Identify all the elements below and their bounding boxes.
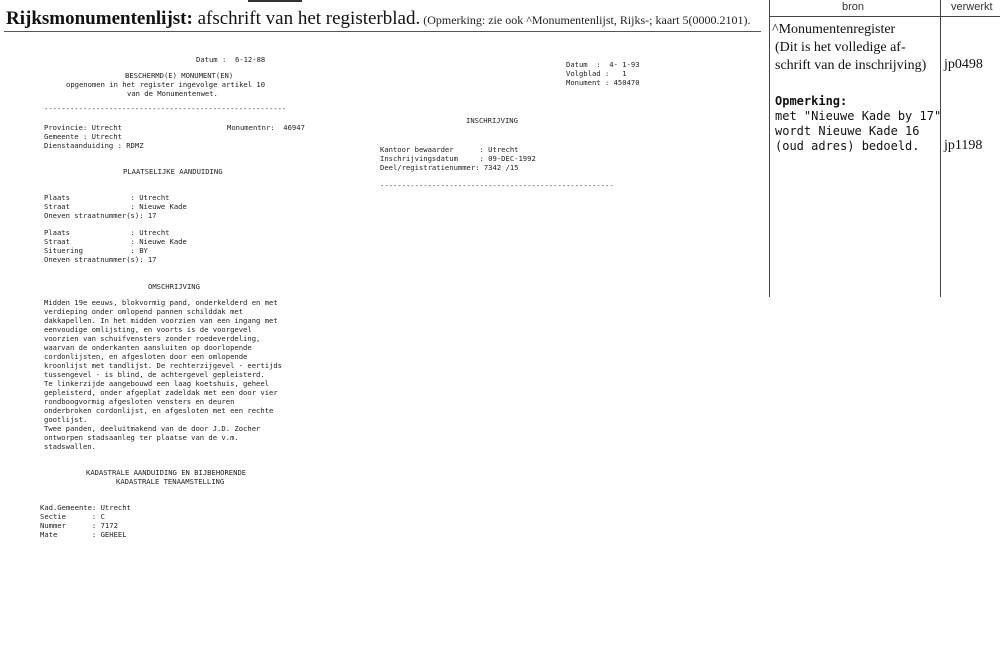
address-line: Situering : BY	[44, 246, 148, 255]
omschrijving-line: eenvoudige omlijsting, en voorts is de voorgevel	[44, 325, 252, 334]
omschrijving-line: kroonlijst met tandlijst. De rechterzijgevel - eertijds	[44, 361, 282, 370]
address-line: Oneven straatnummer(s): 17	[44, 255, 157, 264]
omschrijving-line: waarvan de onderkanten aansluiten op doorlopende	[44, 343, 252, 352]
omschrijving-line: ontworpen stadsaanleg ter plaatse van de v.m.	[44, 433, 239, 442]
dienstaanduiding: Dienstaanduiding : RDMZ	[44, 141, 144, 150]
title-main: Rijksmonumentenlijst:	[6, 8, 193, 29]
address-line: Plaats : Utrecht	[44, 193, 170, 202]
volgblad: Volgblad : 1	[566, 69, 627, 78]
verwerkt-entry-2: jp1198	[944, 138, 983, 153]
address-line: Straat : Nieuwe Kade	[44, 237, 187, 246]
address-line: Oneven straatnummer(s): 17	[44, 211, 157, 220]
register-heading-line-2: opgenomen in het register ingevolge artikel 10	[66, 80, 266, 89]
monument-number: Monument : 450470	[566, 78, 640, 87]
kadastrale-heading-line-2: KADASTRALE TENAAMSTELLING	[116, 477, 225, 486]
omschrijving-line: voorzien van schuifvensters zonder roedeverdeling,	[44, 334, 261, 343]
address-line: Plaats : Utrecht	[44, 228, 170, 237]
right-datum: Datum : 4- 1-93	[566, 60, 640, 69]
monumentnr: Monumentnr: 46947	[227, 123, 305, 132]
register-datum: Datum : 6-12-88	[196, 55, 266, 64]
note-heading: Opmerking:	[775, 94, 848, 108]
omschrijving-line: stadswallen.	[44, 442, 96, 451]
title-subtitle: afschrift van het registerblad.	[192, 8, 421, 29]
top-edge-mark	[248, 0, 302, 2]
register-heading-line-3: van de Monumentenwet.	[127, 89, 218, 98]
omschrijving-line: verdieping onder omlopend pannen schilddak met	[44, 307, 244, 316]
omschrijving-line: tussengevel - is blind, de achtergevel gepleisterd.	[44, 370, 265, 379]
bron-line: ^Monumentenregister	[772, 22, 896, 37]
kadastrale-line: Mate : GEHEEL	[40, 530, 127, 539]
inschrijving-heading: INSCHRIJVING	[466, 116, 518, 125]
title-note: (Opmerking: zie ook ^Monumentenlijst, Rijks-; kaart 5(0000.2101).	[420, 13, 751, 27]
omschrijving-line: cordonlijsten, en afgesloten door een omlopende	[44, 352, 248, 361]
provincie: Provincie: Utrecht	[44, 123, 122, 132]
verwerkt-entry-1: jp0498	[944, 57, 983, 72]
kantoor-bewaarder: Kantoor bewaarder : Utrecht	[380, 145, 519, 154]
omschrijving-line: gootlijst.	[44, 415, 88, 424]
deel-registratienummer: Deel/registratienummer: 7342 /15	[380, 163, 519, 172]
right-dash-rule: ------------------------------------------------------	[380, 181, 614, 190]
title-rule	[4, 31, 761, 32]
bron-column-header: bron	[842, 1, 865, 13]
document-title	[6, 8, 750, 30]
gemeente: Gemeente : Utrecht	[44, 132, 122, 141]
note-line: (oud adres) bedoeld.	[775, 139, 920, 153]
plaatselijke-heading: PLAATSELIJKE AANDUIDING	[123, 167, 223, 176]
omschrijving-line: gepleisterd, onder afgeplat zadeldak met een door vier	[44, 388, 278, 397]
bron-line: schrift van de inschrijving)	[775, 58, 927, 73]
note-line: met "Nieuwe Kade by 17"	[775, 109, 942, 123]
kadastrale-line: Nummer : 7172	[40, 521, 118, 530]
register-dash-rule: --------------------------------------------------------	[44, 104, 287, 113]
omschrijving-heading: OMSCHRIJVING	[148, 282, 200, 291]
omschrijving-line: Midden 19e eeuws, blokvormig pand, onderkelderd en met	[44, 298, 278, 307]
address-line: Straat : Nieuwe Kade	[44, 202, 187, 211]
verwerkt-column-header: verwerkt	[951, 1, 993, 13]
register-heading-line-1: BESCHERMD(E) MONUMENT(EN)	[125, 71, 234, 80]
omschrijving-line: dakkapellen. In het midden voorzien van een ingang met	[44, 316, 278, 325]
omschrijving-line: rondboogvormig afgesloten vensters en deuren	[44, 397, 235, 406]
panel-header-rule	[769, 16, 1000, 17]
kadastrale-line: Sectie : C	[40, 512, 105, 521]
omschrijving-line: Te linkerzijde aangebouwd een laag koetshuis, geheel	[44, 379, 270, 388]
kadastrale-heading-line-1: KADASTRALE AANDUIDING EN BIJBEHORENDE	[86, 468, 247, 477]
omschrijving-line: onderbroken cordonlijst, en afgesloten met een rechte	[44, 406, 274, 415]
inschrijvingsdatum: Inschrijvingsdatum : 09-DEC-1992	[380, 154, 536, 163]
bron-line: (Dit is het volledige af-	[775, 40, 906, 55]
omschrijving-line: Twee panden, deeluitmakend van de door J.D. Zocher	[44, 424, 261, 433]
kadastrale-line: Kad.Gemeente: Utrecht	[40, 503, 131, 512]
note-line: wordt Nieuwe Kade 16	[775, 124, 920, 138]
panel-divider-left	[769, 0, 770, 297]
panel-divider-right	[940, 0, 941, 297]
